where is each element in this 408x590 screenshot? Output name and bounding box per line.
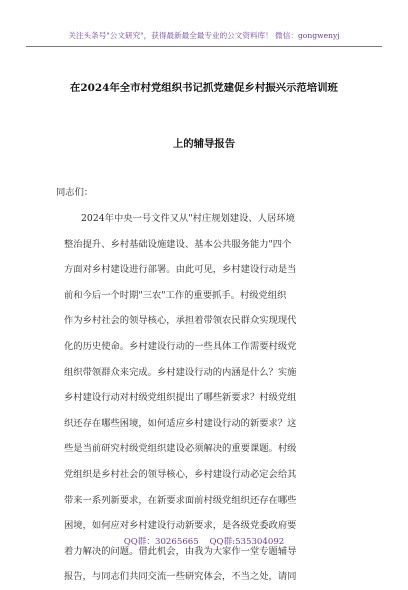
body-line: 党组织是乡村社会的领导核心，乡村建设行动必定会给其 <box>64 468 297 480</box>
body-line: 乡村建设行动对村级党组织提出了哪些新要求？村级党组 <box>64 392 297 404</box>
body-line: 带来一系列新要求，在新要求面前村级党组织还存在哪些 <box>64 494 297 506</box>
footer-contact <box>0 535 408 547</box>
body-line: 织还存在哪些困境，如何适应乡村建设行动的新要求？这 <box>64 417 297 429</box>
body-line: 2024年中央一号文件又从"村庄规划建设、人居环境 <box>81 213 295 224</box>
body-line: 报告，与同志们共同交流一些研究体会，不当之处，请同 <box>64 571 297 583</box>
header-promo-note: 关注头条号"公文研究"，获得最新最全最专业的公文资料库！ 微信：gongwenyj <box>68 31 340 40</box>
greeting: 同志们： <box>56 187 94 198</box>
document-title-line-2: 上的辅导报告 <box>172 138 236 150</box>
body-line: 方面对乡村建设进行部署。由此可见，乡村建设行动是当 <box>64 264 297 276</box>
body-line: 困境，如何应对乡村建设行动新要求，是各级党委政府要 <box>64 520 297 532</box>
footer-qq-group-1: QQ群：30265665 <box>123 537 199 547</box>
body-line: 组织带领群众来完成。乡村建设行动的内涵是什么？实施 <box>64 366 297 378</box>
body-line: 着力解决的问题。借此机会，由我为大家作一堂专题辅导 <box>64 545 297 557</box>
header-divider <box>26 46 382 47</box>
footer-qq-group-2: QQ群:535304092 <box>209 537 285 547</box>
document-title-line-1: 在2024年全市村党组织书记抓党建促乡村振兴示范培训班 <box>70 82 338 94</box>
document-body <box>56 180 364 590</box>
body-line: 些是当前研究村级党组织建设必须解决的重要课题。村级 <box>64 443 297 455</box>
body-line: 化的历史使命。乡村建设行动的一些具体工作需要村级党 <box>64 340 297 352</box>
body-line: 作为乡村社会的领导核心，承担着带领农民群众实现现代 <box>64 315 297 327</box>
body-line: 前和今后一个时期"三农"工作的重要抓手。村级党组织 <box>64 289 287 301</box>
body-line: 整治提升、乡村基础设施建设、基本公共服务能力"四个 <box>64 238 292 250</box>
